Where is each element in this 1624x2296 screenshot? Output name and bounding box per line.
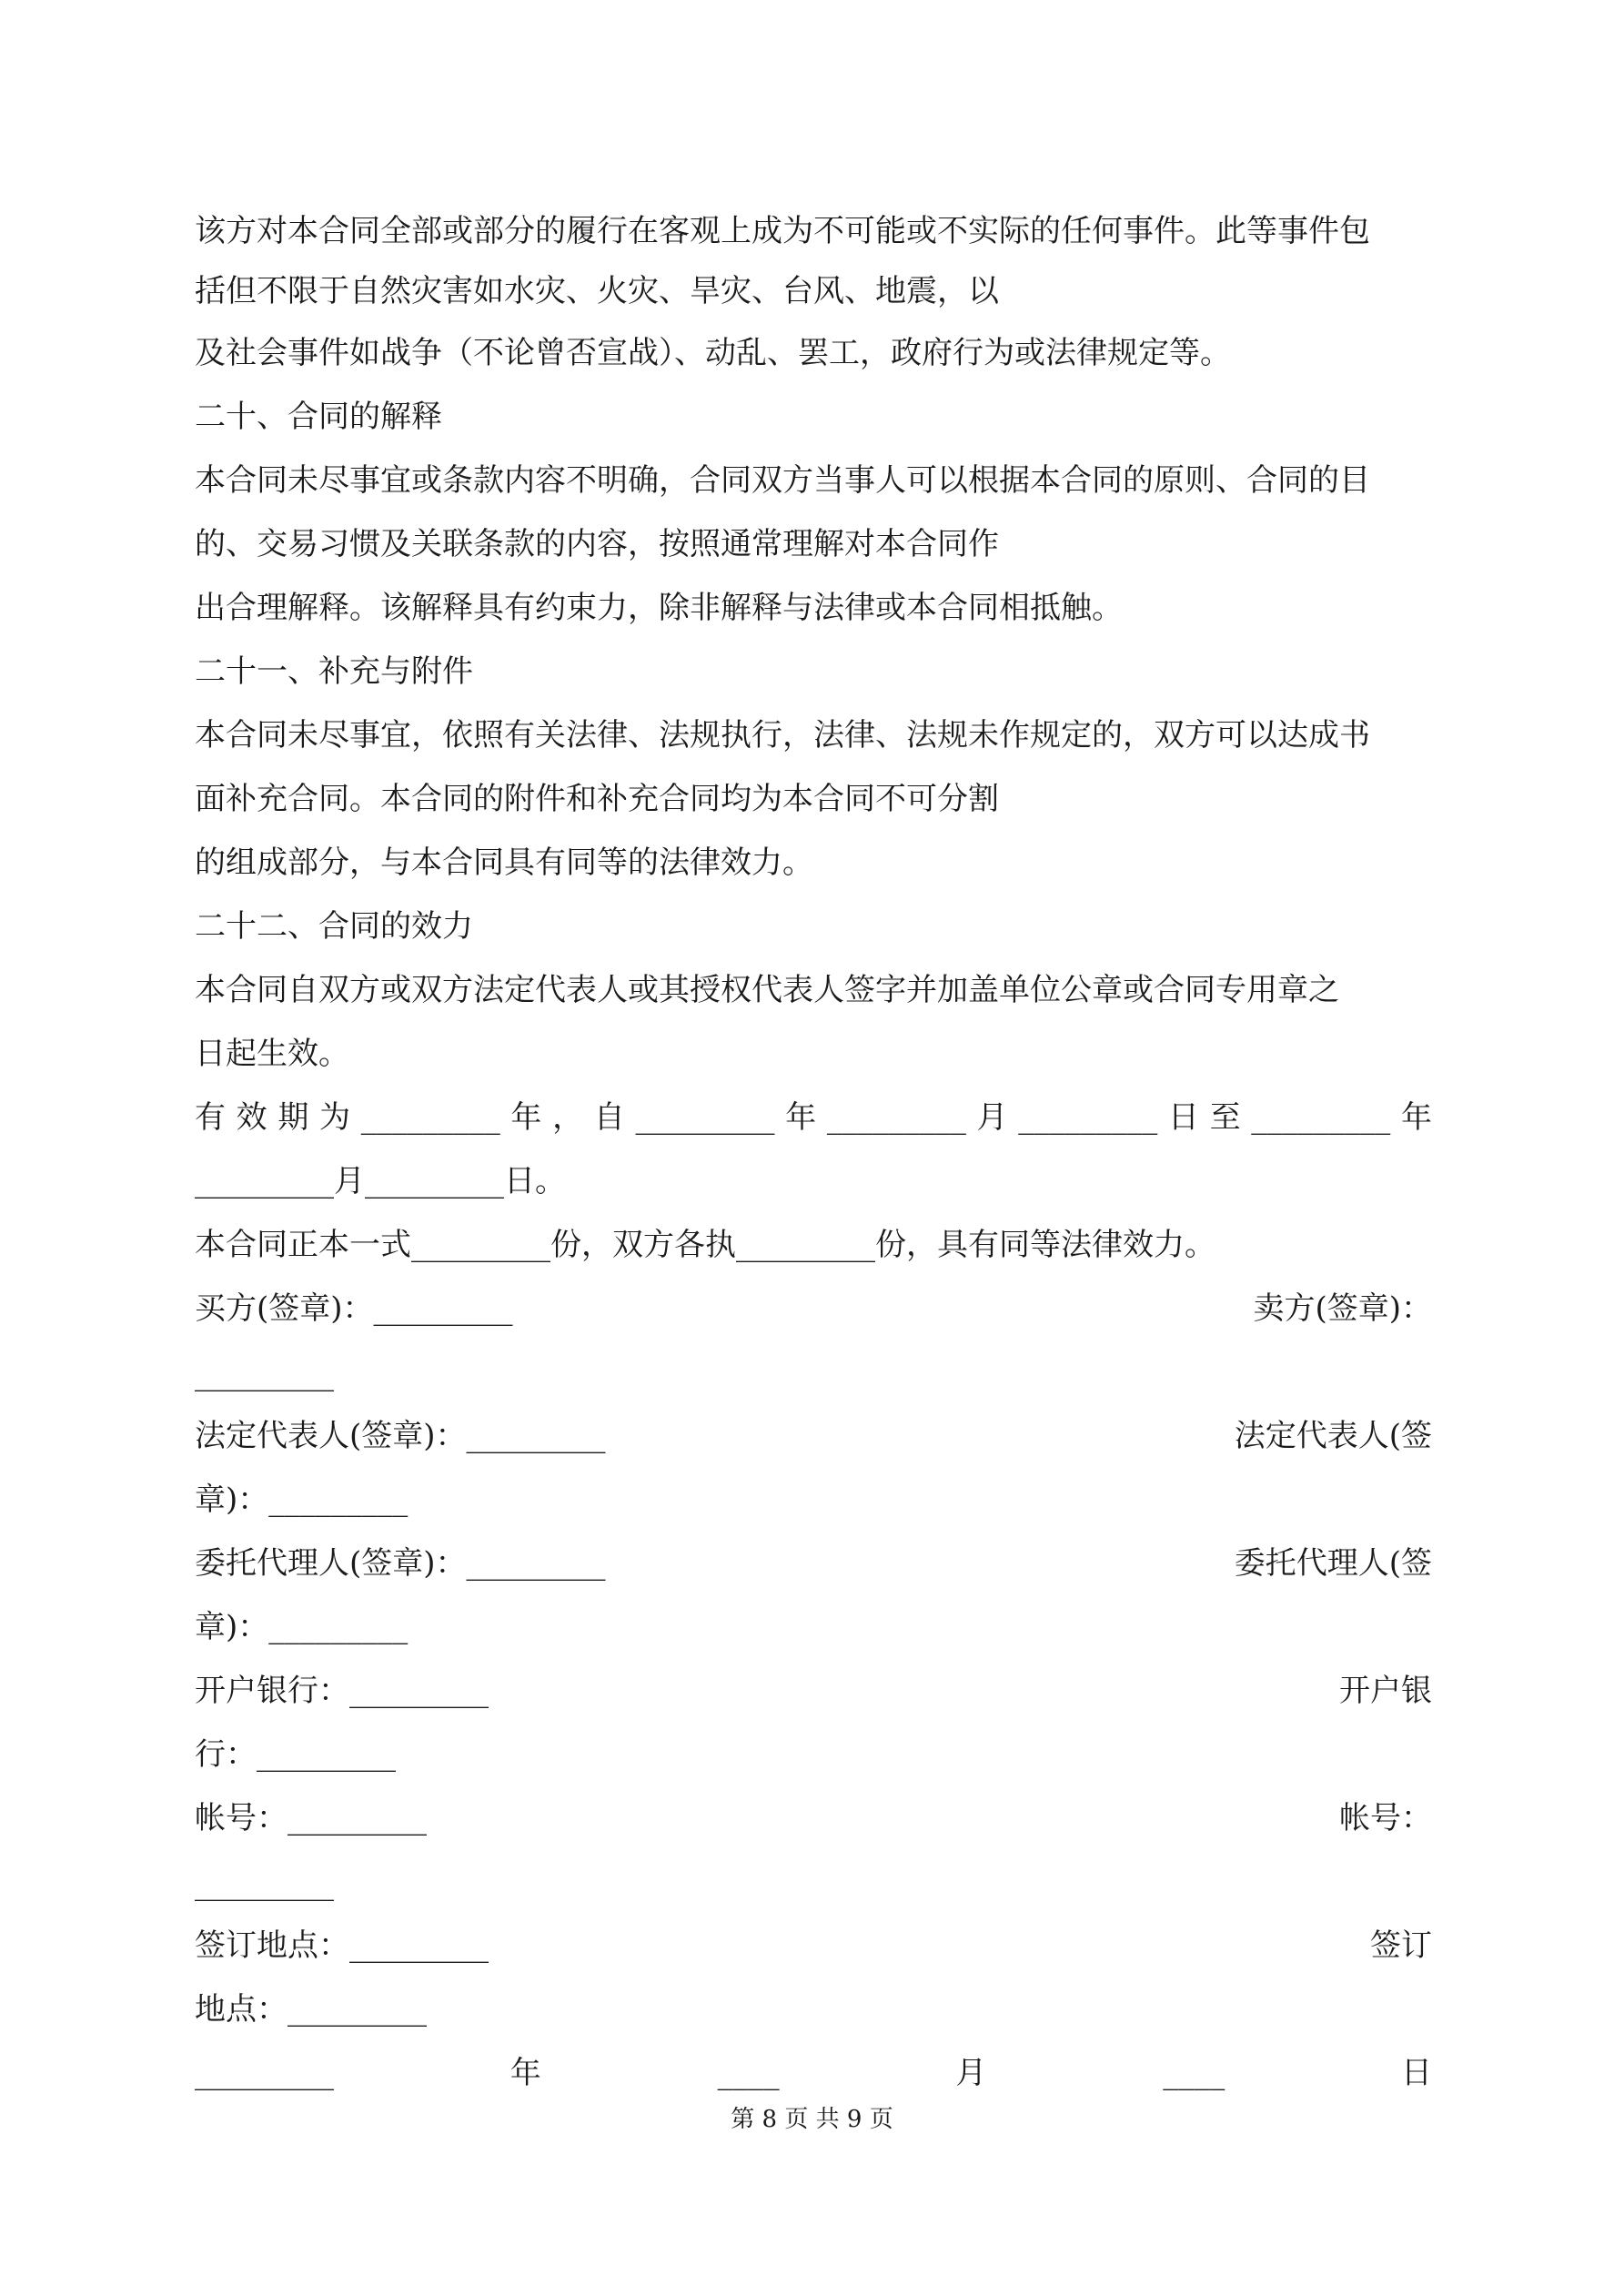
buyer-legal-rep-field: 法定代表人(签章)：_________ bbox=[195, 1418, 606, 1454]
signature-row-bank bbox=[195, 1671, 1432, 1711]
paragraph-21-line-3: 的组成部分，与本合同具有同等的法律效力。 bbox=[195, 845, 813, 881]
seller-legal-rep-blank: 章)：_________ bbox=[195, 1482, 409, 1518]
signature-row-seal bbox=[195, 1289, 1432, 1329]
signature-row-agent bbox=[195, 1543, 1432, 1583]
paragraph-21-line-2: 面补充合同。本合同的附件和补充合同均为本合同不可分割 bbox=[195, 781, 999, 817]
signature-row-legal-rep bbox=[195, 1416, 1432, 1456]
seller-agent-blank: 章)：_________ bbox=[195, 1609, 409, 1645]
seller-legal-rep-label: 法定代表人(签 bbox=[1234, 1418, 1432, 1454]
signature-row-account bbox=[195, 1798, 1432, 1838]
seller-bank-blank: 行：_________ bbox=[195, 1736, 396, 1773]
seller-place-label: 签订 bbox=[1370, 1927, 1432, 1964]
paragraph-20-line-1: 本合同未尽事宜或条款内容不明确，合同双方当事人可以根据本合同的原则、合同的目 bbox=[195, 462, 1370, 499]
page-number-footer: 第 8 页 共 9 页 bbox=[731, 2106, 893, 2133]
section-heading-22: 二十二、合同的效力 bbox=[195, 908, 473, 945]
date-year-blank: _________ bbox=[195, 2055, 334, 2091]
date-month-label: 月 bbox=[955, 2055, 987, 2091]
paragraph-22-line-1: 本合同自双方或双方法定代表人或其授权代表人签字并加盖单位公章或合同专用章之 bbox=[195, 972, 1339, 1008]
buyer-account-field: 帐号：_________ bbox=[195, 1800, 427, 1836]
paragraph-19-line-2: 括但不限于自然灾害如水灾、火灾、旱灾、台风、地震，以 bbox=[195, 273, 999, 309]
buyer-place-field: 签订地点：_________ bbox=[195, 1927, 489, 1964]
paragraph-21-line-1: 本合同未尽事宜，依照有关法律、法规执行，法律、法规未作规定的，双方可以达成书 bbox=[195, 717, 1370, 754]
seller-seal-label: 卖方(签章)： bbox=[1253, 1290, 1432, 1327]
date-month-blank: ____ bbox=[717, 2055, 780, 2091]
paragraph-20-line-3: 出合理解释。该解释具有约束力，除非解释与法律或本合同相抵触。 bbox=[195, 590, 1123, 626]
seller-bank-label: 开户银 bbox=[1339, 1673, 1432, 1709]
date-year-label: 年 bbox=[509, 2055, 541, 2091]
section-heading-20: 二十、合同的解释 bbox=[195, 399, 442, 435]
section-heading-21: 二十一、补充与附件 bbox=[195, 653, 473, 690]
validity-period-line-2: _________月_________日。 bbox=[195, 1163, 566, 1199]
seller-agent-label: 委托代理人(签 bbox=[1234, 1545, 1432, 1582]
paragraph-19-line-1: 该方对本合同全部或部分的履行在客观上成为不可能或不实际的任何事件。此等事件包 bbox=[195, 213, 1370, 249]
seller-account-blank: _________ bbox=[195, 1866, 334, 1902]
paragraph-20-line-2: 的、交易习惯及关联条款的内容，按照通常理解对本合同作 bbox=[195, 526, 999, 562]
date-day-blank: ____ bbox=[1163, 2055, 1226, 2091]
seller-account-label: 帐号： bbox=[1339, 1800, 1432, 1836]
copies-clause: 本合同正本一式_________份，双方各执_________份，具有同等法律效力。 bbox=[195, 1227, 1215, 1263]
signing-date-row bbox=[195, 2053, 1432, 2093]
paragraph-22-line-2: 日起生效。 bbox=[195, 1036, 349, 1072]
paragraph-19-line-3: 及社会事件如战争（不论曾否宣战）、动乱、罢工，政府行为或法律规定等。 bbox=[195, 335, 1231, 371]
buyer-agent-field: 委托代理人(签章)：_________ bbox=[195, 1545, 606, 1582]
seller-seal-blank: _________ bbox=[195, 1356, 334, 1392]
buyer-bank-field: 开户银行：_________ bbox=[195, 1673, 489, 1709]
buyer-seal-field: 买方(签章)：_________ bbox=[195, 1290, 513, 1327]
seller-place-blank: 地点：_________ bbox=[195, 1991, 427, 2028]
validity-period-line-1: 有效期为_________年，自_________年_________月_________日至_________年 bbox=[195, 1099, 1432, 1136]
signature-row-place bbox=[195, 1926, 1432, 1966]
date-day-label: 日 bbox=[1400, 2055, 1432, 2091]
